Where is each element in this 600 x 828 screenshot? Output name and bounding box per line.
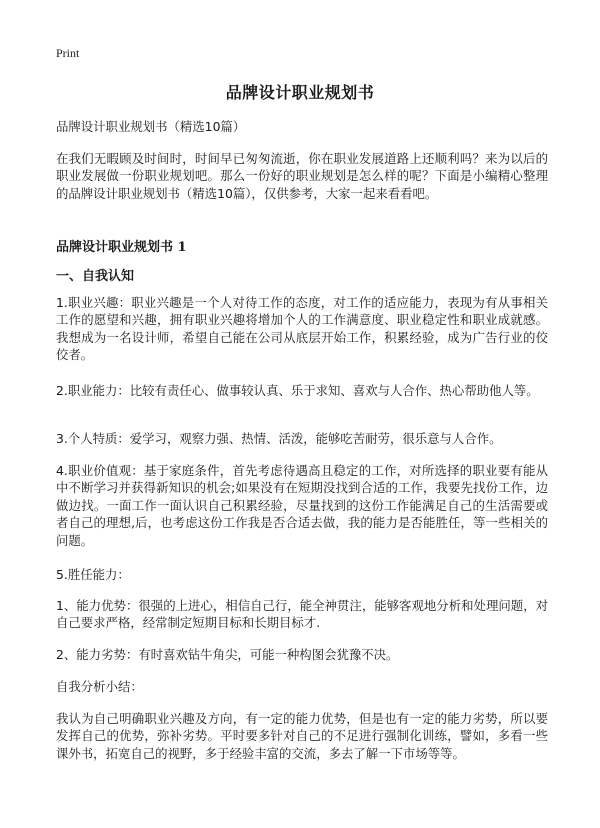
self-awareness-heading: 一、自我认知 (56, 269, 135, 284)
ability-strengths-paragraph: 1、能力优势：很强的上进心，相信自己行，能全神贯注，能够客观地分析和处理问题，对自己要求严格，经常制定短期目标和长期目标才. (56, 598, 548, 631)
self-analysis-summary-paragraph: 我认为自己明确职业兴趣及方向，有一定的能力优势，但是也有一定的能力劣势，所以要发挥自己的优势，弥补劣势。平时要多针对自己的不足进行强制化训练，譬如，多看一些课外书，拓宽自己的视野，多于经验丰富的交流，多去了解一下市场等等。 (56, 711, 548, 761)
section-title: 品牌设计职业规划书 1 (56, 240, 187, 255)
document-title: 品牌设计职业规划书 (225, 83, 375, 102)
personal-traits-paragraph: 3.个人特质：爱学习，观察力强、热情、活泼，能够吃苦耐劳，很乐意与人合作。 (56, 431, 502, 446)
print-link[interactable]: Print (56, 46, 80, 60)
self-analysis-summary-label: 自我分析小结： (56, 679, 143, 694)
document-subtitle: 品牌设计职业规划书（精选10篇） (56, 119, 246, 134)
competence-heading: 5.胜任能力： (56, 567, 130, 582)
career-interest-paragraph: 1.职业兴趣：职业兴趣是一个人对待工作的态度，对工作的适应能力，表现为有从事相关工作的愿望和兴趣，拥有职业兴趣将增加个人的工作满意度、职业稳定性和职业成就感。我想成为一名设计师，希望自己能在公司从底层开始工作，积累经验，成为广告行业的佼佼者。 (56, 295, 548, 363)
ability-weaknesses-paragraph: 2、能力劣势：有时喜欢钻牛角尖，可能一种构图会犹豫不决。 (56, 647, 399, 662)
career-ability-paragraph: 2.职业能力：比较有责任心、做事较认真、乐于求知、喜欢与人合作、热心帮助他人等。 (56, 383, 539, 398)
career-values-paragraph: 4.职业价值观：基于家庭条件，首先考虑待遇高且稳定的工作，对所选择的职业要有能从中不断学习并获得新知识的机会;如果没有在短期没找到合适的工作，我要先找份工作，边做边找。一面工作一面认识自己积累经验，尽量找到的这份工作能满足自己的生活需要或者自己的理想,后，也考虑这份工作我是否合适去做，我的能力是否能胜任，等一些相关的问题。 (56, 463, 548, 548)
intro-paragraph: 在我们无暇顾及时间时，时间早已匆匆流逝，你在职业发展道路上还顺利吗？来为以后的职业发展做一份职业规划吧。那么一份好的职业规划是怎么样的呢？下面是小编精心整理的品牌设计职业规划书（精选10篇），仅供参考，大家一起来看看吧。 (56, 151, 548, 201)
